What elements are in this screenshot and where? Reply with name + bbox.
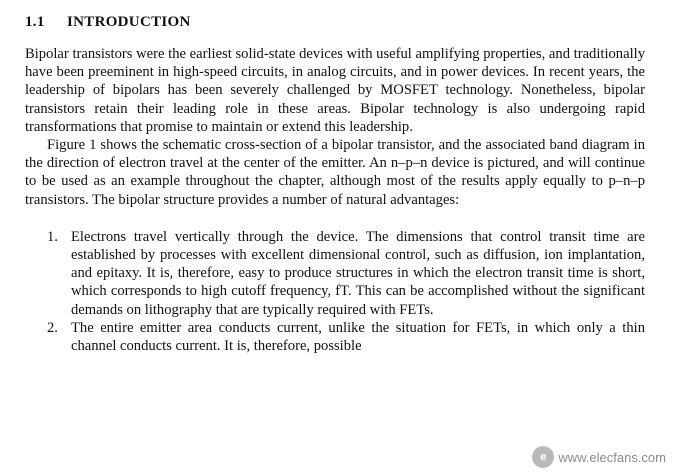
- list-item-number: 1.: [47, 228, 58, 245]
- section-number: 1.1: [25, 14, 45, 30]
- section-title: INTRODUCTION: [67, 14, 191, 30]
- page-content: [25, 10, 645, 355]
- paragraph-figure: Figure 1 shows the schematic cross-section of a bipolar transistor, and the associated band diagram in the direction of electron travel at the center of the emitter. An n–p–n device is pictured, and will continue to be used as an example throughout the chapter, although most of the results apply equally to p–n–p transistors. The bipolar structure provides a number of natural advantages:: [25, 137, 645, 208]
- list-item-text: The entire emitter area conducts current, unlike the situation for FETs, in which only a thin channel conducts current. It is, therefore, possible: [71, 319, 645, 355]
- list-item: [47, 319, 645, 355]
- elecfans-logo-icon: e: [532, 446, 554, 468]
- section-heading: [25, 10, 645, 34]
- advantages-list: [25, 228, 645, 355]
- list-item-text: Electrons travel vertically through the device. The dimensions that control transit time are established by processes with excellent dimensional control, such as diffusion, ion implantation, and epitaxy. It is, therefore, easy to produce structures in which the electron transit time is short, which corresponds to high cutoff frequency, fT. This can be accomplished without the significant demands on lithography that are typically required with FETs.: [71, 228, 645, 318]
- watermark-text: www.elecfans.com: [558, 449, 666, 465]
- list-item-number: 2.: [47, 319, 58, 336]
- list-item: [47, 228, 645, 319]
- watermark: [532, 446, 666, 468]
- paragraph-intro: Bipolar transistors were the earliest solid-state devices with useful amplifying properties, and traditionally have been preeminent in high-speed circuits, in analog circuits, and in power devices. In recent years, the leadership of bipolars has been severely challenged by MOSFET technology. Nonetheless, bipolar transistors retain their leading role in these areas. Bipolar technology is also undergoing rapid transformations that promise to maintain or extend this leadership.: [25, 46, 645, 135]
